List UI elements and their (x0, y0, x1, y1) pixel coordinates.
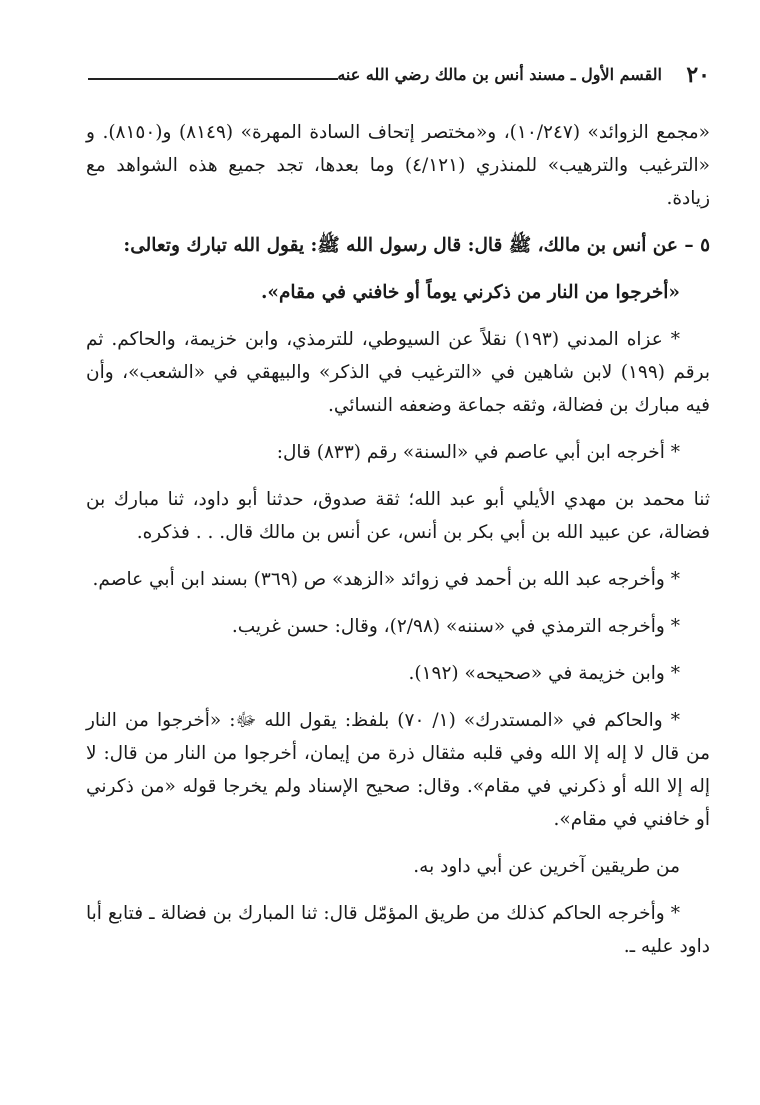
header-rule (88, 78, 338, 80)
hadith-text: «أخرجوا من النار من ذكرني يوماً أو خافني في مقام». (260, 282, 680, 303)
isnad-text: ثنا محمد بن مهدي الأيلي أبو عبد الله؛ ثقة صدوق، حدثنا أبو داود، ثنا مبارك بن فضالة، عن عبيد الله بن أبي بكر بن أنس، عن أنس بن مالك قال. . . فذكره. (86, 489, 710, 543)
commentary-ibn-khuzayma: * وابن خزيمة في «صحيحه» (١٩٢). (408, 663, 680, 684)
page-number: ٢٠ (686, 62, 710, 88)
commentary-ibn-abi-asim: * أخرجه ابن أبي عاصم في «السنة» رقم (٨٣٣) قال: (276, 442, 680, 463)
commentary-two-routes: من طريقين آخرين عن أبي داود به. (413, 856, 680, 877)
page-body (86, 116, 710, 977)
hadith-heading: ٥ – عن أنس بن مالك، ﷺ قال: قال رسول الله ﷺ: يقول الله تبارك وتعالى: (123, 235, 710, 256)
commentary-abdullah-ahmad: * وأخرجه عبد الله بن أحمد في زوائد «الزهد» ص (٣٦٩) بسند ابن أبي عاصم. (92, 569, 680, 590)
page-header (88, 62, 710, 98)
commentary-attribution: * عزاه المدني (١٩٣) نقلاً عن السيوطي، للترمذي، وابن خزيمة، والحاكم. ثم برقم (١٩٩) لابن شاهين في «الترغيب في الذكر» والبيهقي في «الشعب»، وأن فيه مبارك بن فضالة، وثقه جماعة وضعفه النسائي. (86, 329, 710, 416)
commentary-tirmidhi: * وأخرجه الترمذي في «سننه» (٢/٩٨)، وقال: حسن غريب. (231, 616, 680, 637)
running-title: القسم الأول ـ مسند أنس بن مالك رضي الله عنه (337, 65, 662, 84)
commentary-hakim-muammal: * وأخرجه الحاكم كذلك من طريق المؤمّل قال: ثنا المبارك بن فضالة ـ فتابع أبا داود عليه ـ. (86, 903, 710, 957)
commentary-hakim: * والحاكم في «المستدرك» (١/ ٧٠) بلفظ: يقول الله ﷻ: «أخرجوا من النار من قال لا إله إلا الله وفي قلبه مثقال ذرة من إيمان، أخرجوا من النار من قال: لا إله إلا الله أو ذكرني في مقام». وقال: صحيح الإسناد ولم يخرجا قوله «من ذكرني أو خافني في مقام». (86, 710, 710, 830)
paragraph-references: «مجمع الزوائد» (١٠/٢٤٧)، و«مختصر إتحاف السادة المهرة» (٨١٤٩) و(٨١٥٠). و «الترغيب والترهيب» للمنذري (٤/١٢١) وما بعدها، تجد جميع هذه الشواهد مع زيادة. (86, 122, 711, 209)
